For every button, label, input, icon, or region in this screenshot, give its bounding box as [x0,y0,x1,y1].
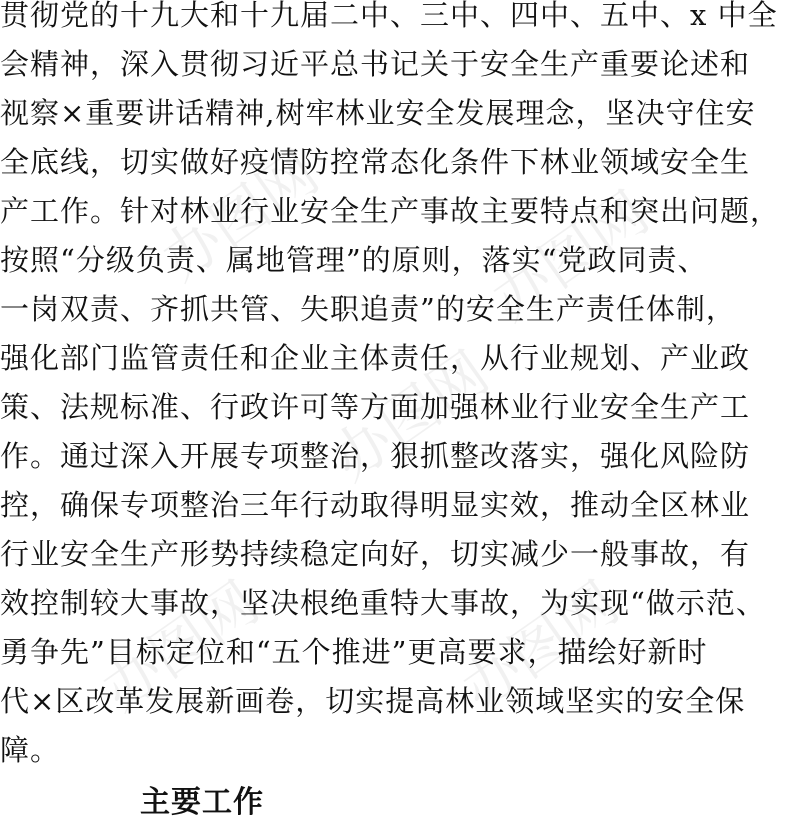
paragraph-line: 控，确保专项整治三年行动取得明显实效，推动全区林业 [0,488,751,522]
paragraph-line: 全底线，切实做好疫情防控常态化条件下林业领域安全生 [0,145,751,179]
paragraph-line: 效控制较大事故，坚决根绝重特大事故，为实现“做示范、 [0,586,766,620]
watermark: 办图网 [89,568,271,724]
watermark: 办图网 [449,568,631,724]
paragraph-line: 一岗双责、齐抓共管、失职追责”的安全生产责任体制， [0,292,736,326]
paragraph-line: 贯彻党的十九大和十九届二中、三中、四中、五中、x 中全 [0,0,778,32]
paragraph-line: 视察×重要讲话精神,树牢林业安全发展理念，坚决守住安 [0,96,756,130]
paragraph-line: 产工作。针对林业行业安全生产事故主要特点和突出问题， [0,194,781,228]
paragraph-line: 强化部门监管责任和企业主体责任，从行业规划、产业政 [0,341,751,375]
paragraph-line: 障。 [0,733,61,767]
paragraph-line: 勇争先”目标定位和“五个推进”更高要求，描绘好新时 [0,635,708,669]
paragraph-line: 策、法规标准、行政许可等方面加强林业行业安全生产工 [0,390,751,424]
paragraph-line: 按照“分级负责、属地管理”的原则，落实“党政同责、 [0,243,708,277]
paragraph-line: 行业安全生产形势持续稳定向好，切实减少一般事故，有 [0,537,751,571]
paragraph-line: 会精神，深入贯彻习近平总书记关于安全生产重要论述和 [0,47,751,81]
paragraph-line: 作。通过深入开展专项整治，狠抓整改落实，强化风险防 [0,439,751,473]
paragraph-line: 代×区改革发展新画卷，切实提高林业领域坚实的安全保 [0,684,746,718]
section-heading: 主要工作 [140,785,264,820]
watermark: 办图网 [479,178,661,334]
watermark: 办图网 [149,138,331,294]
watermark: 办图网 [319,338,501,494]
